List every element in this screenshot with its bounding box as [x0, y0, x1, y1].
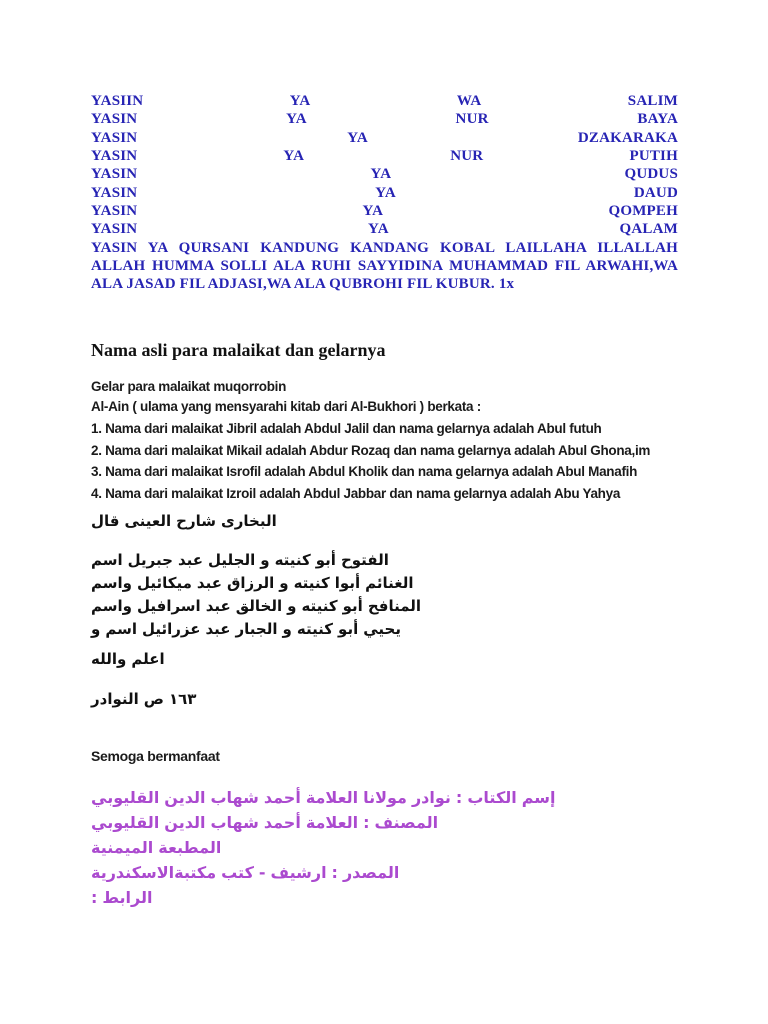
arabic-word: عبد: [177, 551, 203, 569]
arabic-word: عبد: [205, 620, 231, 638]
arabic-word: واسم: [91, 574, 132, 592]
arabic-word: الدين: [164, 788, 206, 807]
dhikr-word: YASIN: [91, 203, 138, 220]
arabic-word: -: [258, 863, 266, 882]
arabic-word: اسم: [105, 620, 137, 638]
arabic-word: النوادر: [91, 690, 139, 708]
arabic-word: أبو: [315, 551, 336, 569]
arabic-word: العينى: [124, 512, 172, 530]
dhikr-row: [91, 202, 678, 220]
arabic-word: نوادر: [411, 788, 451, 807]
list-item: 4. Nama dari malaikat Izroil adalah Abdul Jabbar dan nama gelarnya adalah Abu Yahya: [91, 485, 621, 501]
dhikr-word: YA: [286, 111, 307, 128]
arabic-word: :: [331, 863, 338, 882]
dhikr-row: [91, 220, 678, 238]
arabic-word: ارشيف: [270, 863, 327, 882]
arabic-names-block: [91, 549, 691, 641]
angel-names-list: [91, 418, 691, 504]
dhikr-word: PUTIH: [629, 148, 678, 165]
arabic-word: كتب: [221, 863, 254, 882]
list-item: 3. Nama dari malaikat Isrofil adalah Abdul Kholik dan nama gelarnya adalah Abul Manafih: [91, 464, 638, 479]
intro-block: [91, 377, 691, 416]
arabic-word: ميكائيل: [136, 574, 192, 592]
arabic-intro-line: [91, 510, 691, 532]
arabic-word: العلامة: [305, 788, 359, 807]
arabic-word: اعلم: [131, 650, 165, 668]
dhikr-word: YASIN: [91, 166, 138, 183]
arabic-name-line: [91, 595, 691, 618]
dhikr-word: YASIN: [91, 148, 138, 165]
arabic-word: مولانا: [363, 788, 407, 807]
dhikr-word: YA: [370, 166, 392, 183]
dhikr-word: QALAM: [619, 221, 678, 238]
arabic-word: إسم: [521, 788, 556, 807]
arabic-word: والله: [91, 650, 127, 668]
arabic-word: و: [287, 597, 297, 615]
arabic-word: الفتوح: [340, 551, 389, 569]
arabic-word: أبو: [338, 620, 359, 638]
dhikr-row: [91, 147, 678, 165]
dhikr-paragraph-line: YASIN YA QURSANI KANDUNG KANDANG KOBAL LAILLAHA ILLALLAH: [91, 239, 678, 256]
arabic-word: أبو: [342, 597, 363, 615]
arabic-intro-text: [91, 510, 691, 532]
arabic-name-line: [91, 549, 691, 572]
arabic-word: كنيته: [301, 597, 338, 615]
arabic-word: الكتاب: [467, 788, 517, 807]
dhikr-word: QOMPEH: [608, 203, 678, 220]
dhikr-word: YA: [283, 148, 305, 165]
intro-line: Al-Ain ( ulama yang mensyarahi kitab dari Al-Bukhori ) berkata :: [91, 398, 481, 414]
dhikr-word: BAYA: [637, 111, 678, 128]
arabic-word: كنيته: [274, 551, 311, 569]
dhikr-word: YA: [362, 203, 384, 220]
arabic-word: ص: [143, 690, 164, 708]
arabic-word: البخارى: [221, 512, 277, 530]
closing-note: Semoga bermanfaat: [91, 748, 220, 764]
arabic-word: :: [91, 888, 98, 907]
dhikr-word: YASIN: [91, 111, 138, 128]
arabic-word: المنافح: [367, 597, 422, 615]
metadata-line: [91, 860, 691, 885]
dhikr-paragraph-line: ALA JASAD FIL ADJASI,WA ALA QUBROHI FIL KUBUR. 1x: [91, 276, 515, 293]
metadata-line: [91, 885, 691, 910]
arabic-word: الغنائم: [365, 574, 414, 592]
arabic-word: و: [91, 620, 101, 638]
arabic-word: الميمنية: [91, 838, 154, 857]
arabic-word: يحيي: [363, 620, 401, 638]
dhikr-paragraph-line: ALLAH HUMMA SOLLI ALA RUHI SAYYIDINA MUHAMMAD FIL ARWAHI,WA: [91, 258, 678, 275]
dhikr-word: QUDUS: [624, 166, 678, 183]
arabic-word: العلامة: [305, 813, 359, 832]
arabic-word: كنيته: [293, 574, 330, 592]
arabic-source-page-line: [91, 690, 691, 708]
arabic-source-text: [91, 690, 691, 708]
dhikr-word: SALIM: [627, 93, 678, 109]
dhikr-word: YASIN: [91, 184, 138, 201]
arabic-word: الجليل: [208, 551, 256, 569]
metadata-line: [91, 835, 691, 860]
arabic-wallahu-alam-line: [91, 650, 691, 668]
arabic-word: مكتبةالاسكندرية: [91, 863, 217, 882]
dhikr-word: YA: [289, 93, 311, 109]
metadata-line: [91, 810, 691, 835]
arabic-word: المصدر: [342, 863, 400, 882]
arabic-word: الخالق: [235, 597, 283, 615]
dhikr-word: YASIIN: [91, 93, 144, 109]
dhikr-row: [91, 92, 678, 110]
metadata-line: [91, 785, 691, 810]
dhikr-row: [91, 110, 678, 128]
document-heading: Nama asli para malaikat dan gelarnya: [91, 340, 386, 360]
dhikr-word: DAUD: [633, 184, 678, 201]
arabic-word: :: [363, 813, 370, 832]
arabic-word: الجبار: [235, 620, 278, 638]
arabic-word: واسم: [91, 597, 132, 615]
arabic-word: القليوبي: [91, 813, 160, 832]
arabic-word: شهاب: [210, 813, 259, 832]
arabic-word: شهاب: [210, 788, 259, 807]
arabic-word: المطبعة: [158, 838, 222, 857]
arabic-word: الدين: [164, 813, 206, 832]
arabic-word: القليوبي: [91, 788, 160, 807]
arabic-word: و: [282, 620, 292, 638]
arabic-word: قال: [91, 512, 120, 530]
arabic-word: اسم: [91, 551, 123, 569]
dhikr-row: [91, 165, 678, 183]
arabic-word: شارح: [176, 512, 216, 530]
dhikr-justified-block: [91, 92, 678, 294]
dhikr-word: YASIN: [91, 129, 138, 146]
arabic-word: الرابط: [102, 888, 153, 907]
dhikr-word: YA: [368, 221, 389, 238]
arabic-name-line: [91, 618, 691, 641]
list-item: 1. Nama dari malaikat Jibril adalah Abdul Jalil dan nama gelarnya adalah Abul futuh: [91, 421, 602, 436]
arabic-word: عزرائيل: [141, 620, 201, 638]
dhikr-word: NUR: [455, 111, 489, 128]
arabic-word: عبد: [205, 597, 231, 615]
arabic-word: المصنف: [374, 813, 439, 832]
arabic-word: و: [279, 574, 289, 592]
dhikr-word: WA: [456, 93, 482, 109]
arabic-word: عبد: [196, 574, 222, 592]
arabic-closing-text: [91, 650, 691, 668]
arabic-word: الرزاق: [226, 574, 275, 592]
arabic-word: أحمد: [263, 813, 301, 832]
arabic-word: اسرافيل: [136, 597, 201, 615]
arabic-word: و: [260, 551, 270, 569]
arabic-word: جبريل: [127, 551, 173, 569]
arabic-name-line: [91, 572, 691, 595]
dhikr-word: NUR: [450, 148, 484, 165]
dhikr-word: YASIN: [91, 221, 138, 238]
arabic-word: :: [455, 788, 463, 807]
arabic-word: كنيته: [296, 620, 334, 638]
dhikr-row: [91, 184, 678, 202]
arabic-word: أحمد: [263, 788, 301, 807]
list-item: 2. Nama dari malaikat Mikail adalah Abdur Rozaq dan nama gelarnya adalah Abul Ghona,im: [91, 442, 651, 458]
dhikr-row: [91, 129, 678, 147]
book-metadata-block: [91, 785, 691, 910]
dhikr-word: DZAKARAKA: [577, 129, 678, 146]
arabic-word: أبوا: [334, 574, 361, 592]
dhikr-word: YA: [375, 184, 396, 201]
arabic-word: ١٦٣: [168, 690, 197, 708]
dhikr-word: YA: [347, 129, 368, 146]
intro-line: Gelar para malaikat muqorrobin: [91, 379, 287, 394]
